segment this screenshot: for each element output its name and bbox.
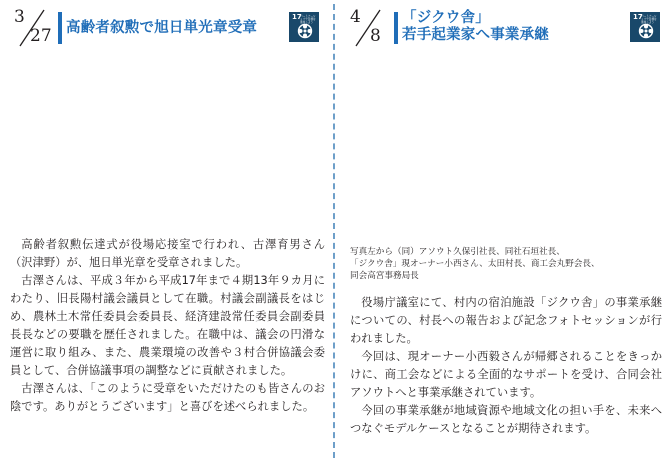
paragraph: 高齢者叙勲伝達式が役場応接室で行われ、古澤育男さん（沢津野）が、旭日単光章を受章されました。 — [10, 238, 325, 269]
title-accent-bar — [394, 12, 398, 44]
sdg-flower-icon — [638, 23, 654, 39]
paragraph: 古澤さんは、「このように受章をいただけたのも皆さんのお陰です。ありがとうございます」と喜びを述べられました。 — [10, 382, 325, 413]
paragraph: 古澤さんは、平成３年から平成17年まで４期13年９カ月にわたり、旧長陽村議会議員として在職。村議会副議長をはじめ、農林土木常任委員会委員長、経済建設常任委員会副委員長長などの要職を歴任されました。在職中は、議会の円滑な運営に取り組み、また、農業環境の改善や３村合併協議会委員として、合併協議事項の調整などに貢献されました。 — [10, 274, 325, 377]
date-month: 4 — [350, 7, 361, 27]
article-header — [336, 6, 668, 50]
date-badge — [10, 8, 54, 48]
article-title-line-2: 若手起業家へ事業承継 — [402, 27, 549, 43]
sdg-flower-icon — [297, 23, 313, 39]
title-accent-bar — [58, 12, 62, 44]
article-right — [336, 0, 668, 462]
sdg-number: 17 — [292, 13, 302, 21]
paragraph: 今回は、現オーナー小西毅さんが帰郷されることをきっかけに、商工会などによる全面的なサポートを受け、合同会社アソウトへと事業承継されています。 — [350, 350, 662, 399]
date-day: 8 — [370, 26, 381, 46]
article-title: 高齢者叙勲で旭日単光章受章 — [66, 20, 258, 36]
column-divider — [333, 4, 335, 458]
sdg-17-icon — [630, 12, 660, 42]
article-title-line-1: 「ジクウ舎」 — [402, 10, 490, 26]
paragraph: 今回の事業承継が地域資源や地域文化の担い手を、未来へつなぐモデルケースとなることが期待されます。 — [350, 404, 662, 435]
photo-caption — [350, 246, 600, 282]
article-body — [10, 236, 325, 416]
sdg-17-icon — [289, 12, 319, 42]
date-month: 3 — [14, 7, 25, 27]
sdg-label: パートナーシップで目標を達成しよう — [641, 15, 657, 24]
article-header — [0, 6, 333, 50]
sdg-number: 17 — [633, 13, 643, 21]
sdg-label: パートナーシップで目標を達成しよう — [300, 15, 316, 24]
caption-line: 「ジクウ舎」現オーナー小西さん、太田村長、商工会丸野会長、 — [350, 259, 600, 269]
caption-line: 写真左から（同）アソウト久保引社長、同社石垣社長、 — [350, 247, 565, 257]
date-day: 27 — [30, 26, 52, 46]
article-body — [350, 294, 662, 438]
paragraph: 役場庁議室にて、村内の宿泊施設「ジクウ舎」の事業承継についての、村長への報告および記念フォトセッションが行われました。 — [350, 296, 662, 345]
article-left — [0, 0, 333, 462]
date-badge — [346, 8, 390, 48]
caption-line: 同会高宮事務局長 — [350, 271, 419, 281]
